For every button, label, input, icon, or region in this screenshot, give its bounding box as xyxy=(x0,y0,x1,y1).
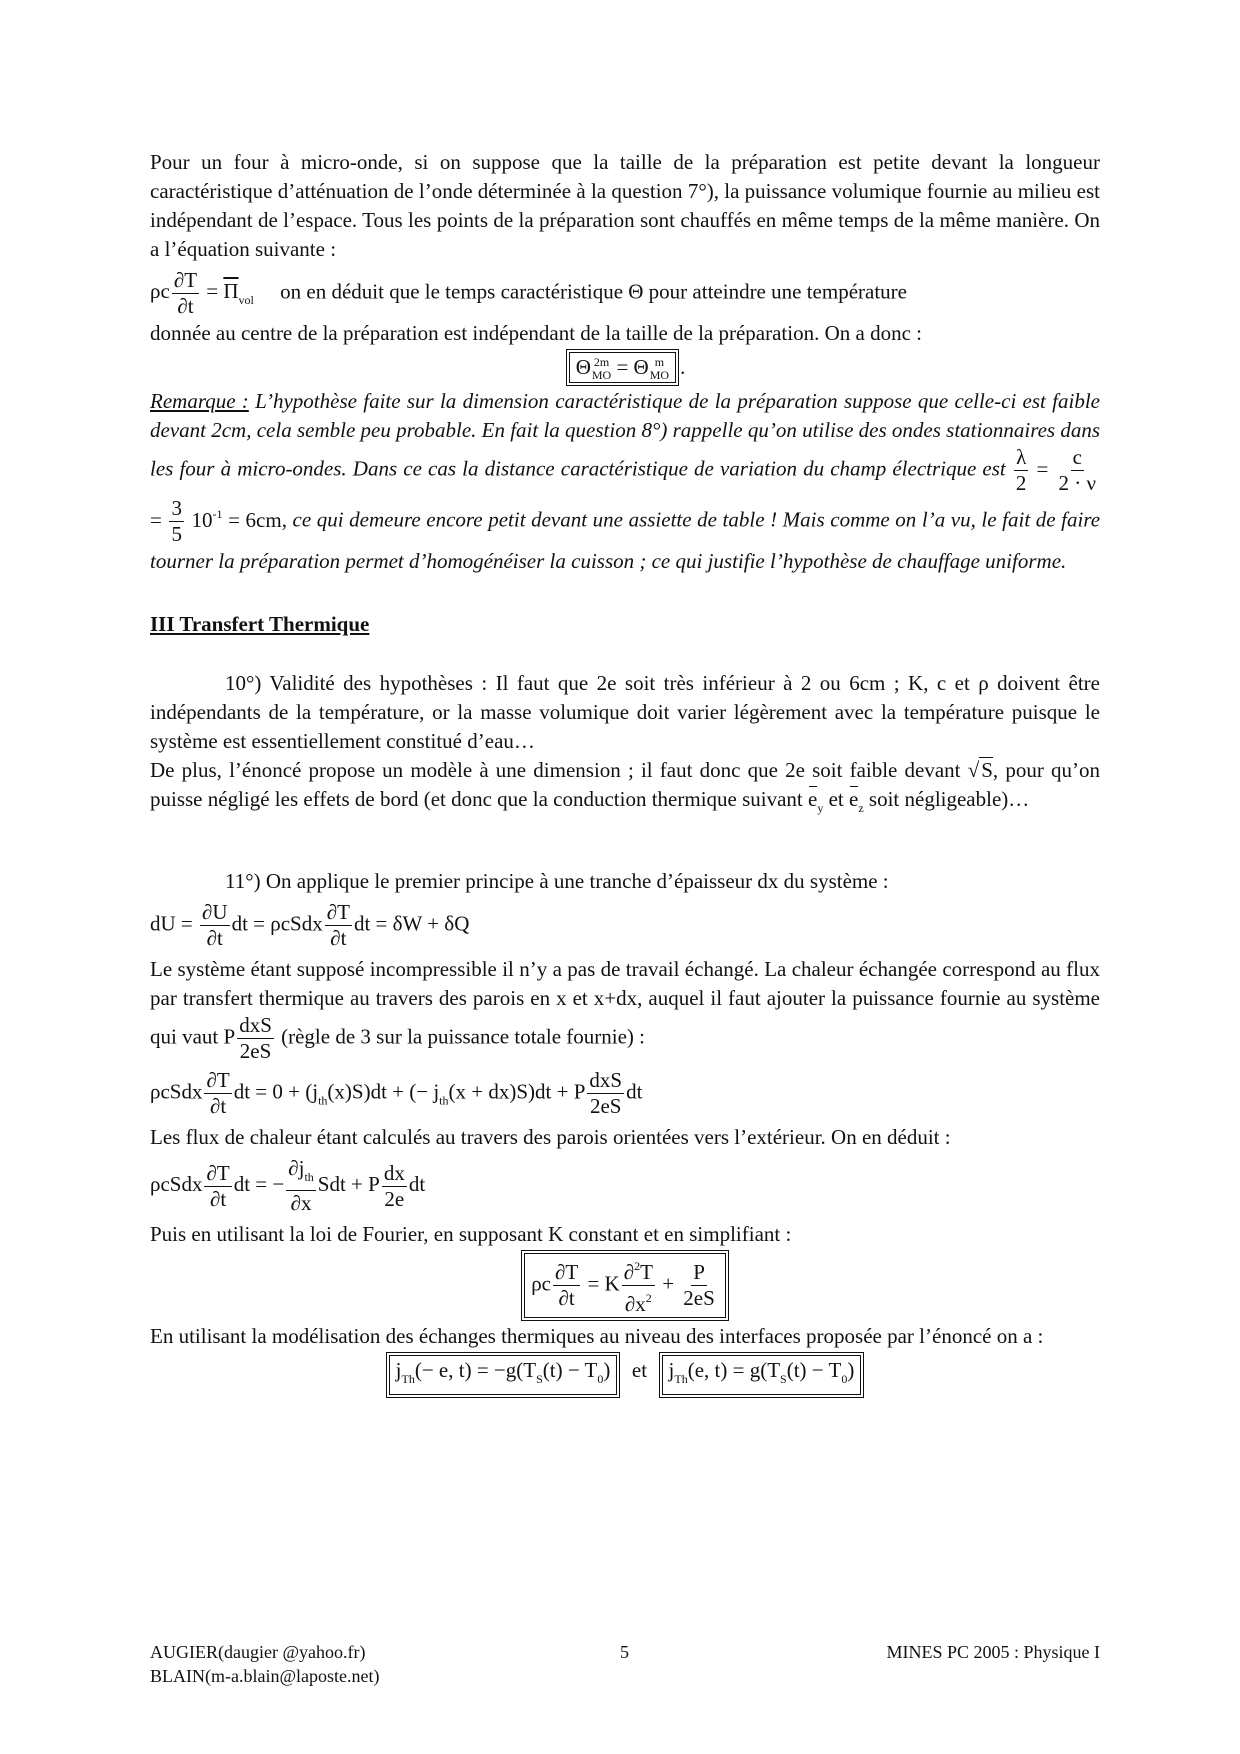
paragraph-eq-line: ρc $\frac{\partial T}{\partial t}$ = $\overline{\Pi}_{vol}$ on en déduit que le temps caractéristique Θ pour atteindre une température xyxy=(150,268,907,318)
equation-deduit: ρcSdx $\frac{\partial T}{\partial t}$ dt = − $\frac{\partial j_{th}}{\partial x}$ Sdt + P $\frac{dx}{2e}$ dt xyxy=(150,1156,426,1216)
footer-author-2: BLAIN(m-a.blain@laposte.net) xyxy=(150,1666,380,1686)
footer-title: MINES PC 2005 : Physique I xyxy=(886,1642,1100,1662)
paragraph-intro: Pour un four à micro-onde, si on suppose que la taille de la préparation est petite devant la longueur caractéristique d’atténuation de l’onde déterminée à la question 7°), la puissance volumique fournie au milieu est indépendant de l’espace. Tous les points de la préparation sont chauffés en même temps de la même manière. On a l’équation suivante : xyxy=(150,150,1100,261)
paragraph-remark: Remarque : L’hypothèse faite sur la dimension caractéristique de la préparation suppose que celle-ci est faible devant 2cm, cela semble peu probable. En fait la question 8°) rappelle qu’on utilise des ondes stationnaires dans les four à micro-ondes. Dans ce cas la distance caractéristique de variation du champ électrique est $\frac{\lambda}{2}$ = $\frac{c}{2 \cdot \nu}$ = $\frac{3}{5}$ $10^{-1} = 6cm$, ce qui demeure encore petit devant une assiette de table ! Mais comme on l’a vu, le fait de faire tourner la préparation permet d’homogénéiser la cuisson ; ce qui justifie l’hypothèse de chauffage uniforme. xyxy=(150,389,1101,574)
paragraph-q10: 10°) Validité des hypothèses : Il faut que 2e soit très inférieur à 2 ou 6cm ; K, c et ρ doivent être indépendants de la température, or la masse volumique doit varier légèrement avec la température puisque le système est essentiellement constitué d’eau… xyxy=(150,671,1100,754)
paragraph-q10b: De plus, l’énoncé propose un modèle à une dimension ; il faut donc que 2e soit faible devant √S, pour qu’on puisse négligé les effets de bord (et donc que la conduction thermique suivant $e_y$ et $e_z$ soit négligeable)… xyxy=(150,758,1100,816)
equation-heat: ρc $\frac{\partial T}{\partial t}$ = $\overline{\Pi}_{vol}$ xyxy=(150,268,254,318)
footer-author-1: AUGIER(daugier @yahoo.fr) xyxy=(150,1642,366,1662)
sqrt-s: √S xyxy=(967,758,993,783)
paragraph-fourier: Puis en utilisant la loi de Fourier, en supposant K constant et en simplifiant : xyxy=(150,1222,792,1247)
equation-theta: Θ 2m MO = Θ m MO . xyxy=(150,348,1100,387)
paragraph-q11: 11°) On applique le premier principe à une tranche d’épaisseur dx du système : xyxy=(225,869,889,894)
paragraph-model: En utilisant la modélisation des échanges thermiques au niveau des interfaces proposée par l’énoncé on a : xyxy=(150,1324,1044,1349)
equation-lambda: $\frac{\lambda}{2}$ = $\frac{c}{2 \cdot \nu}$ = $\frac{3}{5}$ $10^{-1} = 6cm$ xyxy=(150,445,1097,547)
section-heading: III Transfert Thermique xyxy=(150,612,370,637)
equation-balance: ρcSdx $\frac{\partial T}{\partial t}$ dt = $0 + (j_{th}(x)S)dt$ + (− $j_{th}(x + dx)S)dt + P$ $\frac{\text{dxS}}{2eS}$ dt xyxy=(150,1068,643,1119)
equation-fourier: ρc $\frac{\partial T}{\partial t}$ = K $\frac{\partial^2T}{\partial x^2}$ + $\frac{P}{2eS}$ xyxy=(150,1249,1100,1322)
document-page xyxy=(150,148,1100,1399)
paragraph-deduction: donnée au centre de la préparation est indépendant de la taille de la préparation. On a donc : xyxy=(150,321,922,345)
equation-interfaces: $j_{Th}(- e$, $t) = -g(T_S(t) - T_0)$ et $j_{Th}(e$, $t) = g(T_S(t) - T_0)$ xyxy=(150,1351,1100,1399)
footer-page-number: 5 xyxy=(620,1642,629,1662)
equation-du: dU = $\frac{\partial U}{\partial t}$ dt = ρcSdx $\frac{\partial T}{\partial t}$ dt = δW + δQ xyxy=(150,900,470,951)
paragraph-system: Le système étant supposé incompressible il n’y a pas de travail échangé. La chaleur échangée correspond au flux par transfert thermique au travers des parois en x et x+dx, auquel il faut ajouter la puissance fournie au système qui vaut P $\frac{\text{dxS}}{2eS}$ (règle de 3 sur la puissance totale fournie) : xyxy=(150,957,1100,1064)
paragraph-flux: Les flux de chaleur étant calculés au travers des parois orientées vers l’extérieur. On en déduit : xyxy=(150,1125,951,1150)
